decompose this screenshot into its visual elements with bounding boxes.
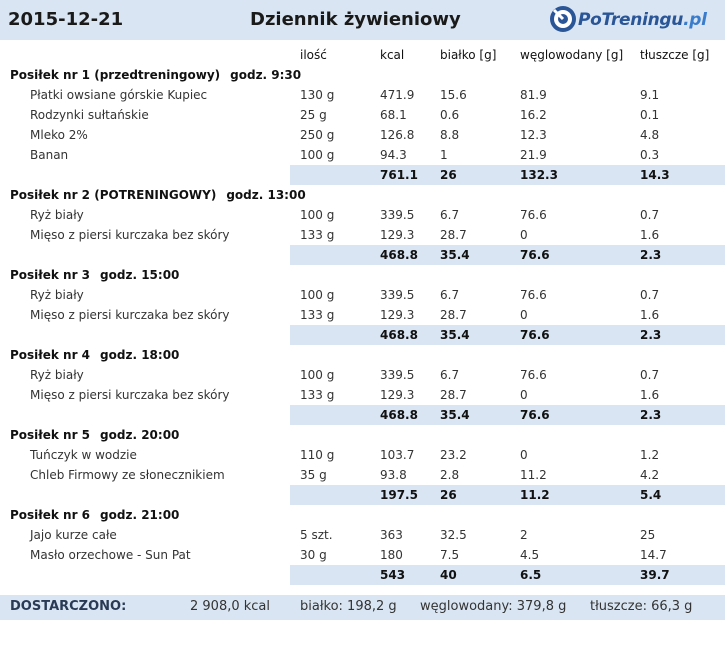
summary-carbs: węglowodany: 379,8 g bbox=[420, 599, 567, 614]
meal-name: Posiłek nr 4 bbox=[10, 348, 91, 362]
food-item-qty: 30 g bbox=[300, 548, 327, 562]
food-item-carbs: 76.6 bbox=[520, 368, 547, 382]
col-header-fat: tłuszcze [g] bbox=[640, 48, 710, 62]
food-item-fat: 0.1 bbox=[640, 108, 660, 122]
logo-text-main: PoTreningu bbox=[578, 10, 684, 30]
meal-total-carbs: 76.6 bbox=[520, 248, 550, 262]
food-item-qty: 5 szt. bbox=[300, 528, 333, 542]
food-item-carbs: 0 bbox=[520, 308, 528, 322]
food-item-fat: 0.7 bbox=[640, 208, 660, 222]
meal-total-row bbox=[290, 245, 725, 265]
meal-total-kcal: 761.1 bbox=[380, 168, 418, 182]
meal-total-carbs: 132.3 bbox=[520, 168, 558, 182]
food-item-name: Ryż biały bbox=[30, 208, 84, 222]
meal-total-fat: 2.3 bbox=[640, 328, 662, 342]
food-item-qty: 130 g bbox=[300, 88, 335, 102]
food-item-kcal: 339.5 bbox=[380, 208, 415, 222]
food-item-name: Chleb Firmowy ze słonecznikiem bbox=[30, 468, 225, 482]
food-item-kcal: 363 bbox=[380, 528, 403, 542]
food-item-name: Masło orzechowe - Sun Pat bbox=[30, 548, 191, 562]
meal-time: godz. 15:00 bbox=[100, 268, 180, 282]
meal-total-fat: 5.4 bbox=[640, 488, 662, 502]
food-item-kcal: 126.8 bbox=[380, 128, 415, 142]
meal-total-protein: 40 bbox=[440, 568, 457, 582]
food-item-kcal: 129.3 bbox=[380, 388, 415, 402]
food-item-carbs: 16.2 bbox=[520, 108, 547, 122]
meal-name: Posiłek nr 2 (POTRENINGOWY) bbox=[10, 188, 217, 202]
food-item-name: Mięso z piersi kurczaka bez skóry bbox=[30, 228, 230, 242]
meal-title bbox=[10, 268, 179, 282]
food-item-fat: 4.2 bbox=[640, 468, 660, 482]
meal-name: Posiłek nr 5 bbox=[10, 428, 91, 442]
meal-title bbox=[10, 188, 306, 202]
diary-date: 2015-12-21 bbox=[8, 9, 124, 30]
food-item-qty: 100 g bbox=[300, 148, 335, 162]
food-item-protein: 32.5 bbox=[440, 528, 467, 542]
meal-total-kcal: 468.8 bbox=[380, 328, 418, 342]
food-item-carbs: 0 bbox=[520, 228, 528, 242]
logo-text-domain: .pl bbox=[683, 10, 707, 30]
meal-time: godz. 20:00 bbox=[100, 428, 180, 442]
food-item-protein: 28.7 bbox=[440, 308, 467, 322]
food-item-protein: 7.5 bbox=[440, 548, 460, 562]
meal-title bbox=[10, 68, 301, 82]
summary-kcal: 2 908,0 kcal bbox=[190, 599, 271, 614]
meal-title bbox=[10, 348, 179, 362]
food-item-kcal: 129.3 bbox=[380, 228, 415, 242]
meal-total-row bbox=[290, 405, 725, 425]
food-item-kcal: 339.5 bbox=[380, 288, 415, 302]
food-item-protein: 15.6 bbox=[440, 88, 467, 102]
food-item-protein: 6.7 bbox=[440, 368, 460, 382]
food-item-protein: 6.7 bbox=[440, 208, 460, 222]
food-item-kcal: 129.3 bbox=[380, 308, 415, 322]
meal-total-kcal: 468.8 bbox=[380, 248, 418, 262]
meal-total-fat: 2.3 bbox=[640, 408, 662, 422]
food-item-fat: 0.7 bbox=[640, 288, 660, 302]
summary-label: DOSTARCZONO: bbox=[10, 599, 127, 614]
food-item-qty: 250 g bbox=[300, 128, 335, 142]
food-item-qty: 100 g bbox=[300, 288, 335, 302]
meal-title bbox=[10, 508, 179, 522]
food-item-carbs: 76.6 bbox=[520, 208, 547, 222]
food-item-protein: 23.2 bbox=[440, 448, 467, 462]
daily-summary bbox=[0, 595, 725, 620]
food-item-name: Rodzynki sułtańskie bbox=[30, 108, 149, 122]
meal-total-row bbox=[290, 565, 725, 585]
food-item-carbs: 0 bbox=[520, 388, 528, 402]
summary-protein: białko: 198,2 g bbox=[300, 599, 397, 614]
meal-total-protein: 26 bbox=[440, 488, 457, 502]
meal-total-carbs: 11.2 bbox=[520, 488, 550, 502]
col-header-qty: ilość bbox=[300, 48, 327, 62]
food-item-name: Płatki owsiane górskie Kupiec bbox=[30, 88, 208, 102]
col-header-kcal: kcal bbox=[380, 48, 405, 62]
food-item-protein: 6.7 bbox=[440, 288, 460, 302]
food-item-qty: 100 g bbox=[300, 208, 335, 222]
meal-total-carbs: 6.5 bbox=[520, 568, 542, 582]
header-bar bbox=[0, 0, 725, 40]
food-item-name: Mleko 2% bbox=[30, 128, 88, 142]
meal-name: Posiłek nr 1 (przedtreningowy) bbox=[10, 68, 221, 82]
logo-text bbox=[578, 10, 707, 30]
meal-total-kcal: 197.5 bbox=[380, 488, 418, 502]
food-item-fat: 1.6 bbox=[640, 308, 660, 322]
meal-total-row bbox=[290, 165, 725, 185]
food-item-qty: 110 g bbox=[300, 448, 335, 462]
food-item-kcal: 68.1 bbox=[380, 108, 407, 122]
food-item-carbs: 4.5 bbox=[520, 548, 540, 562]
meal-total-fat: 39.7 bbox=[640, 568, 670, 582]
food-item-carbs: 81.9 bbox=[520, 88, 547, 102]
food-item-name: Ryż biały bbox=[30, 368, 84, 382]
food-item-protein: 28.7 bbox=[440, 228, 467, 242]
food-item-qty: 25 g bbox=[300, 108, 327, 122]
meal-time: godz. 18:00 bbox=[100, 348, 180, 362]
food-item-qty: 133 g bbox=[300, 308, 335, 322]
page-title: Dziennik żywieniowy bbox=[250, 9, 461, 30]
food-item-carbs: 2 bbox=[520, 528, 528, 542]
potreningu-logo[interactable] bbox=[548, 4, 723, 34]
meal-total-protein: 35.4 bbox=[440, 248, 470, 262]
meal-time: godz. 13:00 bbox=[226, 188, 306, 202]
meal-title bbox=[10, 428, 179, 442]
food-item-qty: 133 g bbox=[300, 228, 335, 242]
food-item-kcal: 93.8 bbox=[380, 468, 407, 482]
food-item-name: Ryż biały bbox=[30, 288, 84, 302]
food-item-protein: 0.6 bbox=[440, 108, 460, 122]
meal-total-kcal: 543 bbox=[380, 568, 406, 582]
food-item-fat: 25 bbox=[640, 528, 656, 542]
col-header-carbs: węglowodany [g] bbox=[520, 48, 624, 62]
food-item-qty: 100 g bbox=[300, 368, 335, 382]
food-item-fat: 1.6 bbox=[640, 388, 660, 402]
food-item-carbs: 0 bbox=[520, 448, 528, 462]
food-item-protein: 1 bbox=[440, 148, 448, 162]
col-header-protein: białko [g] bbox=[440, 48, 497, 62]
meal-total-carbs: 76.6 bbox=[520, 408, 550, 422]
food-item-name: Tuńczyk w wodzie bbox=[30, 448, 137, 462]
food-item-name: Mięso z piersi kurczaka bez skóry bbox=[30, 388, 230, 402]
food-item-protein: 2.8 bbox=[440, 468, 460, 482]
food-item-qty: 35 g bbox=[300, 468, 327, 482]
meal-total-row bbox=[290, 485, 725, 505]
meal-name: Posiłek nr 3 bbox=[10, 268, 91, 282]
food-item-carbs: 76.6 bbox=[520, 288, 547, 302]
meal-total-protein: 35.4 bbox=[440, 328, 470, 342]
food-item-kcal: 103.7 bbox=[380, 448, 415, 462]
food-item-carbs: 21.9 bbox=[520, 148, 547, 162]
logo-mark-icon bbox=[548, 4, 578, 34]
food-item-fat: 0.7 bbox=[640, 368, 660, 382]
food-item-protein: 8.8 bbox=[440, 128, 460, 142]
meal-total-protein: 35.4 bbox=[440, 408, 470, 422]
meal-total-kcal: 468.8 bbox=[380, 408, 418, 422]
meal-total-fat: 14.3 bbox=[640, 168, 670, 182]
meal-total-fat: 2.3 bbox=[640, 248, 662, 262]
food-item-kcal: 471.9 bbox=[380, 88, 415, 102]
food-item-fat: 1.2 bbox=[640, 448, 660, 462]
food-item-fat: 14.7 bbox=[640, 548, 667, 562]
meal-time: godz. 9:30 bbox=[230, 68, 302, 82]
food-item-fat: 0.3 bbox=[640, 148, 660, 162]
food-item-name: Mięso z piersi kurczaka bez skóry bbox=[30, 308, 230, 322]
food-item-kcal: 339.5 bbox=[380, 368, 415, 382]
food-item-name: Banan bbox=[30, 148, 69, 162]
food-item-protein: 28.7 bbox=[440, 388, 467, 402]
food-item-fat: 9.1 bbox=[640, 88, 660, 102]
summary-fat: tłuszcze: 66,3 g bbox=[590, 599, 693, 614]
meal-time: godz. 21:00 bbox=[100, 508, 180, 522]
meal-total-row bbox=[290, 325, 725, 345]
food-item-fat: 1.6 bbox=[640, 228, 660, 242]
food-item-kcal: 94.3 bbox=[380, 148, 407, 162]
food-item-fat: 4.8 bbox=[640, 128, 660, 142]
meal-total-protein: 26 bbox=[440, 168, 457, 182]
meal-name: Posiłek nr 6 bbox=[10, 508, 91, 522]
food-item-carbs: 12.3 bbox=[520, 128, 547, 142]
food-item-qty: 133 g bbox=[300, 388, 335, 402]
food-item-carbs: 11.2 bbox=[520, 468, 547, 482]
food-item-kcal: 180 bbox=[380, 548, 403, 562]
meal-total-carbs: 76.6 bbox=[520, 328, 550, 342]
food-item-name: Jajo kurze całe bbox=[30, 528, 117, 542]
